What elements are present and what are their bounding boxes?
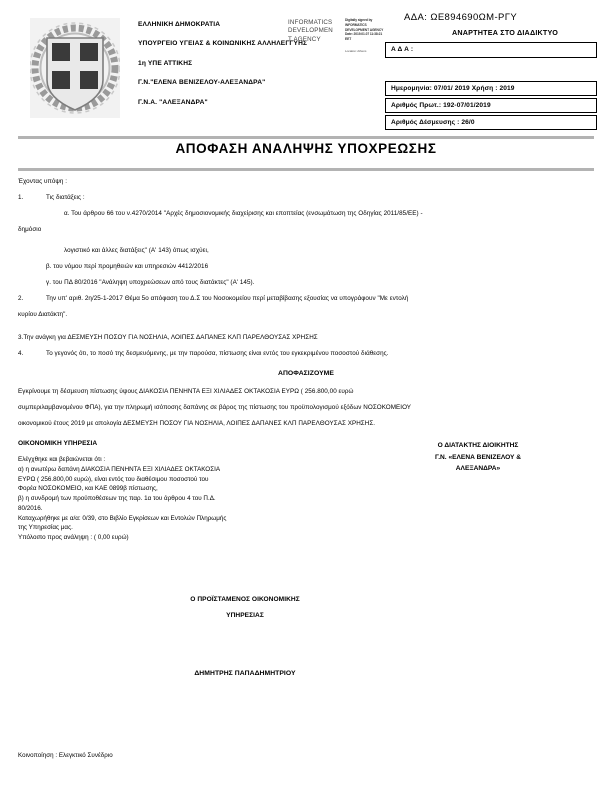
page-title: ΑΠΟΦΑΣΗ ΑΝΑΛΗΨΗΣ ΥΠΟΧΡΕΩΣΗΣ	[175, 141, 437, 156]
signature-location: Location: Athens	[345, 49, 367, 53]
item1a-continuation2: λογιστικό και άλλες διατάξεις" (Α' 143) όπως ισχύει,	[64, 247, 209, 254]
item1-number: 1.	[18, 194, 24, 201]
ada-field-label: Α Δ Α :	[391, 46, 414, 53]
financial-line-1: Ελέγχθηκε και βεβαιώνεται ότι :	[18, 456, 106, 463]
digital-signature-stamp	[288, 17, 400, 59]
greek-coat-of-arms-emblem	[30, 18, 120, 118]
protocol-field-label: Αριθμός Πρωτ.:	[391, 102, 442, 109]
item1a-text: α. Του άρθρου 66 του ν.4270/2014 "Αρχές δημοσιονομικής διαχείρισης και εποπτείας (ενσωμάτωση της Οδηγίας 2011/85/ΕΕ) -	[64, 210, 423, 217]
financial-line-4: Φορέα ΝΟΣΟΚΟΜΕΙΟ, και ΚΑΕ 0899β πίστωσης,	[18, 485, 158, 493]
footer-notification: Κοινοποίηση : Ελεγκτικό Συνέδριο	[18, 752, 113, 759]
financial-line-6: 80/2016.	[18, 504, 43, 512]
item1b-text: β. του νόμου περί προμηθειών και υπηρεσιών 4412/2016	[46, 263, 209, 270]
usage-field-value: 2019	[499, 85, 515, 92]
item1-text: Τις διατάξεις :	[46, 194, 85, 201]
signature-detail-line3: DEVELOPMENT AGENCY	[345, 27, 384, 32]
item2-number: 2.	[18, 295, 24, 302]
date-field-value: 07/01/ 2019	[433, 85, 470, 92]
intro-line: Έχοντας υπόψη :	[18, 178, 68, 185]
org-line-ministry: ΥΠΟΥΡΓΕΙΟ ΥΓΕΙΑΣ & ΚΟΙΝΩΝΙΚΗΣ ΑΛΛΗΛΕΓΓΥΗΣ	[138, 40, 308, 48]
signature-detail-line1: Digitally signed by	[345, 18, 373, 22]
item1c-text: γ. του ΠΔ 80/2016 "Ανάληψη υποχρεώσεων από τους διατάκτες" (Α' 145).	[46, 279, 255, 286]
item2-continuation: κυρίου Διατάκτη".	[18, 311, 68, 318]
date-field-label: Ημερομηνία:	[391, 85, 432, 92]
item1a-continuation: δημόσιο	[18, 226, 42, 233]
decision-paragraph-line3: οικονομικού έτους 2019 με απολογία ΔΕΣΜΕΥΣΗ ΠΟΣΟΥ ΓΙΑ ΝΟΣΗΛΙΑ, ΛΟΙΠΕΣ ΔΑΠΑΝΕΣ ΚΛΠ ΠΑΡΕΛΘΟΥΣΑΣ ΧΡΗΣΗΣ.	[18, 420, 376, 427]
ada-code	[404, 12, 517, 23]
item4-text: Το γεγονός ότι, το ποσό της δεσμευόμενης, με την παρούσα, πίστωσης είναι εντός του εγκεκριμένου ποσοστού διάθεσης.	[46, 350, 389, 357]
financial-line-3: ΕΥΡΩ ( 256.800,00 ευρώ), είναι εντός του διαθέσιμου ποσοστού του	[18, 475, 209, 483]
signature-detail-line4: Date: 2019.01.07 11:38:21	[345, 32, 383, 37]
usage-field-label: Χρήση :	[471, 85, 498, 92]
signature-detail-line2: INFORMATICS	[345, 22, 367, 27]
financial-line-7: Καταχωρήθηκε με α/α: 0/39, στο Βιβλίο Εγκρίσεων και Εντολών Πληρωμής	[18, 514, 227, 522]
org-line-hospital: Γ.Ν."ΕΛΕΝΑ ΒΕΝΙΖΕΛΟΥ-ΑΛΕΞΑΝΔΡΑ"	[138, 79, 266, 87]
signature-agency-line1: INFORMATICS	[288, 19, 333, 26]
financial-line-9: Υπόλοιπο προς ανάληψη : ( 0,00 ευρώ)	[18, 534, 129, 541]
signature-agency-line3: T AGENCY	[288, 35, 321, 43]
authorizer-block	[360, 440, 596, 475]
ada-code-value: ΩΕ894690ΩΜ-ΡΓΥ	[430, 12, 518, 23]
ada-code-label: ΑΔΑ:	[404, 12, 428, 23]
financial-line-8: της Υπηρεσίας μας.	[18, 524, 73, 532]
commitment-field-box	[385, 115, 597, 130]
signature-agency-name	[288, 19, 344, 44]
signature-detail-line5: EET	[345, 37, 352, 42]
item4-number: 4.	[18, 350, 24, 357]
financial-line-5: β) η συνδρομή των προϋποθέσεων της παρ. 1α του άρθρου 4 του Π.Δ.	[18, 495, 216, 502]
head-of-service-title-line1: Ο ΠΡΟΪΣΤΑΜΕΝΟΣ ΟΙΚΟΝΟΜΙΚΗΣ	[190, 596, 300, 603]
authorizer-line-1: Γ.Ν. «ΕΛΕΝΑ ΒΕΝΙΖΕΛΟΥ &	[434, 453, 522, 461]
financial-service-block	[18, 455, 318, 543]
ada-field-box	[385, 42, 597, 58]
financial-service-heading: ΟΙΚΟΝΟΜΙΚΗ ΥΠΗΡΕΣΙΑ	[18, 440, 98, 447]
date-field-box	[385, 81, 597, 96]
decision-paragraph-line2: συμπεριλαμβανομένου ΦΠΑ), για την πληρωμή ισόποσης δαπάνης σε βάρος της πίστωσης του προϋπολογισμού εξόδων ΝΟΣΟΚΟΜΕΙΟΥ	[18, 404, 412, 411]
signature-agency-line2: DEVELOPMEN	[288, 27, 333, 35]
item3-text: 3.Την ανάγκη για ΔΕΣΜΕΥΣΗ ΠΟΣΟΥ ΓΙΑ ΝΟΣΗΛΙΑ, ΛΟΙΠΕΣ ΔΑΠΑΝΕΣ ΚΛΠ ΠΑΡΕΛΘΟΥΣΑΣ ΧΡΗΣΗΣ	[18, 334, 318, 341]
financial-line-2: α) η ανωτέρω δαπάνη ΔΙΑΚΟΣΙΑ ΠΕΝΗΝΤΑ ΕΞΙ ΧΙΛΙΑΔΕΣ ΟΚΤΑΚΟΣΙΑ	[18, 465, 221, 473]
protocol-field-value: 192-07/01/2019	[443, 102, 491, 109]
org-line-hospital2: Γ.Ν.Α. "ΑΛΕΞΑΝΔΡΑ"	[138, 98, 208, 106]
commitment-field-label: Αριθμός Δέσμευσης :	[391, 119, 460, 126]
authorizer-heading: Ο ΔΙΑΤΑΚΤΗΣ ΔΙΟΙΚΗΤΗΣ	[437, 442, 519, 449]
anartitea-notice: ΑΝΑΡΤΗΤΕΑ ΣΤΟ ΔΙΑΔΙΚΤΥΟ	[451, 28, 559, 37]
decision-heading: ΑΠΟΦΑΣΙΖΟΥΜΕ	[278, 370, 334, 377]
org-line-ype: 1η ΥΠΕ ΑΤΤΙΚΗΣ	[138, 59, 193, 67]
authorizer-line-2: ΑΛΕΞΑΝΔΡΑ»	[455, 465, 501, 473]
commitment-field-value: 26/0	[461, 119, 475, 126]
decision-paragraph-line1: Εγκρίνουμε τη δέσμευση πίστωσης ύψους ΔΙΑΚΟΣΙΑ ΠΕΝΗΝΤΑ ΕΞΙ ΧΙΛΙΑΔΕΣ ΟΚΤΑΚΟΣΙΑ ΕΥΡΩ ( 256.800,00 ευρώ	[18, 388, 354, 395]
divider-top	[18, 136, 594, 139]
head-of-service-title-line2: ΥΠΗΡΕΣΙΑΣ	[226, 612, 264, 619]
org-line-republic: ΕΛΛΗΝΙΚΗ ΔΗΜΟΚΡΑΤΙΑ	[138, 21, 221, 28]
protocol-field-box	[385, 98, 597, 113]
head-of-service-name: ΔΗΜΗΤΡΗΣ ΠΑΠΑΔΗΜΗΤΡΙΟΥ	[194, 670, 296, 677]
divider-bottom	[18, 168, 594, 171]
signature-detail	[345, 18, 401, 42]
item2-text: Την υπ' αριθ. 2η/25-1-2017 Θέμα 5ο απόφαση του Δ.Σ του Νοσοκομείου περί μεταβίβασης εξουσίας να υπογράφουν "Με εντολή	[46, 295, 409, 302]
document-header	[0, 0, 612, 135]
